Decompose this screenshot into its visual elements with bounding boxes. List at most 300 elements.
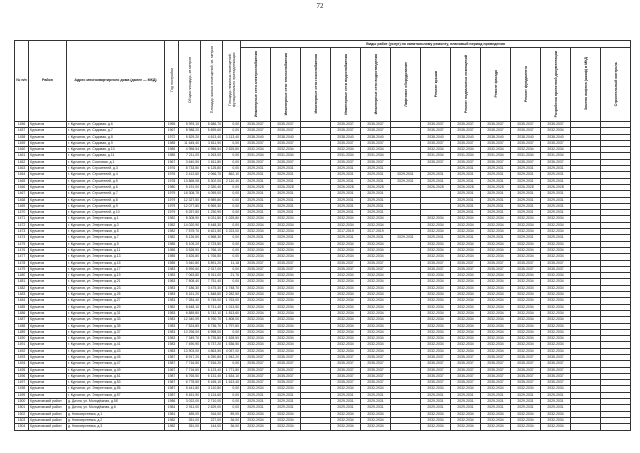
table-cell: 6 998,00 <box>201 329 223 335</box>
table-cell: 2032-2034 <box>271 147 301 153</box>
table-cell: 2032-2034 <box>421 323 451 329</box>
table-cell: 2029-2031 <box>421 178 451 184</box>
table-cell: 1983 <box>165 348 179 354</box>
table-cell: 36,00 <box>223 424 241 430</box>
col-header-work: Инженерные сети электроснабжения <box>241 48 271 122</box>
table-cell: 2035-2037 <box>511 159 541 165</box>
table-cell: 2035-2037 <box>331 354 361 360</box>
table-cell: 2035-2037 <box>241 367 271 373</box>
table-cell: 2032-2034 <box>331 279 361 285</box>
table-cell: 1475 <box>15 241 29 247</box>
table-cell: 2032-2034 <box>271 273 301 279</box>
table-cell: 2029-2031 <box>391 235 421 241</box>
table-cell: 1499 <box>15 392 29 398</box>
col-header-work: Инженерные сети водоснабжения <box>331 48 361 122</box>
table-cell: 2029-2031 <box>331 197 361 203</box>
table-cell: 2 629,00 <box>201 405 223 411</box>
table-cell: 1982 <box>165 417 179 423</box>
table-cell: 2032-2034 <box>511 273 541 279</box>
table-cell: 2035-2037 <box>241 260 271 266</box>
table-cell: 2032-2034 <box>361 273 391 279</box>
table-cell: 2032-2034 <box>421 317 451 323</box>
table-cell: 351,00 <box>179 417 201 423</box>
table-cell: 2032-2034 <box>331 304 361 310</box>
table-cell: г. Курчатов, ул. Энергетиков, д.51 <box>67 373 165 379</box>
table-cell: 2032-2034 <box>481 216 511 222</box>
table-cell: 2032-2034 <box>541 342 571 348</box>
table-cell: 0,00 <box>223 222 241 228</box>
table-cell: 2029-2031 <box>421 399 451 405</box>
table-cell: 2032-2034 <box>481 222 511 228</box>
table-cell: 2026-2028 <box>481 184 511 190</box>
table-cell: Курчатов <box>29 159 67 165</box>
table-cell: 2032-2034 <box>541 348 571 354</box>
col-header-work: Лифтовое оборудование <box>391 48 421 122</box>
table-cell: г. Курчатов, ул. Энергетиков, д.17 <box>67 266 165 272</box>
table-cell: 2032-2034 <box>451 323 481 329</box>
table-cell: 1469 <box>15 203 29 209</box>
table-cell: Курчатов <box>29 367 67 373</box>
table-cell: 2035-2037 <box>421 260 451 266</box>
table-cell: 5 165,10 <box>201 380 223 386</box>
table-cell: 2032-2034 <box>481 285 511 291</box>
table-cell: 2029-2031 <box>511 191 541 197</box>
table-cell: 2032-2034 <box>451 304 481 310</box>
table-cell: 2035-2037 <box>481 266 511 272</box>
table-cell: 2032-2034 <box>481 247 511 253</box>
table-cell: 2032-2034 <box>511 216 541 222</box>
table-cell: 2032-2034 <box>481 336 511 342</box>
table-cell: 1983 <box>165 310 179 316</box>
table-cell: 1982 <box>165 216 179 222</box>
table-cell: 8 648,10 <box>179 304 201 310</box>
table-cell: г. Курчатов, ул. Энергетиков, д.5 <box>67 229 165 235</box>
col-header-work: Ремонт фундамента <box>511 48 541 122</box>
table-cell: 21,76 <box>223 273 241 279</box>
table-cell: 2031-2034 <box>241 153 271 159</box>
table-cell: 18 308,75 <box>179 191 201 197</box>
table-cell: 0,00 <box>223 247 241 253</box>
table-cell: 2032-2034 <box>331 310 361 316</box>
table-cell: 2032-2034 <box>271 317 301 323</box>
table-cell: 2029-2031 <box>541 166 571 172</box>
table-cell: 1 797,80 <box>223 323 241 329</box>
table-cell: 0,00 <box>223 392 241 398</box>
table-cell: Курчатов <box>29 241 67 247</box>
table-cell: 2026-2028 <box>421 184 451 190</box>
table-cell: 2029-2031 <box>331 399 361 405</box>
table-cell: 2032-2034 <box>271 348 301 354</box>
table-cell: 2035-2037 <box>481 128 511 134</box>
table-cell: г. Курчатов, ул. Садовая, д.7 <box>67 128 165 134</box>
table-cell: 2035-2037 <box>541 354 571 360</box>
table-cell: 2032-2034 <box>421 298 451 304</box>
table-cell: 1456 <box>15 122 29 128</box>
table-cell: 5 989,80 <box>201 197 223 203</box>
table-cell: 2035-2037 <box>331 260 361 266</box>
table-cell: 2029-2031 <box>541 392 571 398</box>
table-cell: г. Курчатов, ул. Строителей, д.10 <box>67 210 165 216</box>
table-cell: 2032-2034 <box>511 348 541 354</box>
table-cell: 3 811,90 <box>201 140 223 146</box>
table-cell: 0,00 <box>223 254 241 260</box>
table-cell: 2029-2031 <box>241 197 271 203</box>
table-cell: 2032-2034 <box>241 285 271 291</box>
table-cell: г. Курчатов, ул. Энергетиков, д.57 <box>67 392 165 398</box>
table-cell: Курчатов <box>29 273 67 279</box>
table-cell: 2029-2031 <box>451 399 481 405</box>
table-cell: 2035-2037 <box>331 367 361 373</box>
table-cell: 2031-2034 <box>421 153 451 159</box>
table-cell: 862,10 <box>223 172 241 178</box>
table-cell: 2029-2031 <box>361 210 391 216</box>
table-cell: 2029-2031 <box>271 172 301 178</box>
table-cell: 2032-2034 <box>361 254 391 260</box>
table-cell: 2026-2028 <box>271 184 301 190</box>
table-cell: 2032-2034 <box>511 323 541 329</box>
table-cell: Курчатов <box>29 348 67 354</box>
table-cell: 1987 <box>165 392 179 398</box>
table-cell: 2029-2031 <box>241 166 271 172</box>
table-cell: 2032-2034 <box>451 310 481 316</box>
table-cell: 2029-2031 <box>271 399 301 405</box>
table-cell: 2038-2040 <box>511 134 541 140</box>
table-cell: 2029-2031 <box>241 178 271 184</box>
table-cell: 2035-2037 <box>451 266 481 272</box>
table-cell: 2035-2037 <box>541 361 571 367</box>
table-cell: Курчатовский район <box>29 405 67 411</box>
table-cell: 1 813,60 <box>223 310 241 316</box>
table-cell: г. Курчатов, ул. Строителей, д.6 <box>67 184 165 190</box>
col-header-work: Строительный контроль <box>601 48 631 122</box>
table-cell: 2032-2034 <box>421 222 451 228</box>
table-cell: 2029-2031 <box>271 178 301 184</box>
table-cell: 2032-2034 <box>241 241 271 247</box>
col-header-work: Инженерные сети водоотведения <box>361 48 391 122</box>
table-cell: 2032-2034 <box>361 285 391 291</box>
table-cell: 2032-2034 <box>481 292 511 298</box>
table-cell: 2032-2034 <box>331 273 361 279</box>
table-cell: 7 490,90 <box>179 342 201 348</box>
table-cell: 2032-2034 <box>541 247 571 253</box>
table-cell: 1477 <box>15 254 29 260</box>
table-cell: 2029-2031 <box>361 191 391 197</box>
table-cell: 2029-2031 <box>511 166 541 172</box>
table-cell: 2035-2037 <box>481 361 511 367</box>
table-cell: 2032-2034 <box>511 247 541 253</box>
table-cell: 2032-2034 <box>331 323 361 329</box>
table-cell: 0,00 <box>223 128 241 134</box>
table-cell: 2032-2034 <box>481 342 511 348</box>
table-cell: 2032-2034 <box>541 298 571 304</box>
table-cell: 2031-2034 <box>331 153 361 159</box>
table-cell: 1978 <box>165 178 179 184</box>
table-cell: Курчатов <box>29 298 67 304</box>
table-cell: 2029-2031 <box>271 197 301 203</box>
table-cell: 13 903,00 <box>179 348 201 354</box>
table-cell: 2035-2037 <box>271 367 301 373</box>
table-cell: д. Дичня, ул. Молодёжная, д.5б <box>67 399 165 405</box>
col-header-number: № п/п <box>15 41 29 122</box>
table-cell: 3 540,80 <box>179 260 201 266</box>
table-cell: 1983 <box>165 317 179 323</box>
table-cell: 6 031,80 <box>201 216 223 222</box>
table-cell: 2029-2031 <box>421 392 451 398</box>
table-cell: 2035-2037 <box>241 159 271 165</box>
table-cell: 2032-2034 <box>541 229 571 235</box>
table-cell: 2029-2031 <box>451 172 481 178</box>
table-cell: г. Курчатов, ул. Энергетиков, д.53 <box>67 380 165 386</box>
table-cell: 2035-2037 <box>541 260 571 266</box>
table-cell: 2038-2040 <box>421 134 451 140</box>
table-cell: 5 126,50 <box>179 235 201 241</box>
table-cell: 1 848,80 <box>201 292 223 298</box>
table-cell: 2032-2034 <box>361 247 391 253</box>
table-cell: 2029-2031 <box>481 210 511 216</box>
table-cell: 2032-2034 <box>541 241 571 247</box>
table-cell: Курчатов <box>29 285 67 291</box>
table-cell: 2032-2034 <box>421 241 451 247</box>
table-cell: 2032-2034 <box>361 424 391 430</box>
table-cell: 1502 <box>15 411 29 417</box>
table-cell: 2035-2037 <box>541 159 571 165</box>
table-cell: Курчатов <box>29 254 67 260</box>
table-cell: 2032-2034 <box>451 285 481 291</box>
table-cell: 2035-2037 <box>481 260 511 266</box>
table-cell: 1985 <box>165 254 179 260</box>
table-cell: Курчатов <box>29 229 67 235</box>
col-header-address: Адрес многоквартирного дома (далее — МКД) <box>67 41 165 122</box>
table-cell: 2029-2031 <box>481 203 511 209</box>
table-cell: 351,00 <box>179 424 201 430</box>
table-cell: 2032-2034 <box>271 298 301 304</box>
table-cell: 2029-2031 <box>511 210 541 216</box>
table-cell: Курчатов <box>29 184 67 190</box>
col-header-works-group: Виды работ (услуг) по капитальному ремонту, плановый период проведения <box>241 41 631 48</box>
table-cell: Курчатов <box>29 128 67 134</box>
table-cell: 1471 <box>15 216 29 222</box>
table-cell: 2035-2037 <box>331 140 361 146</box>
capital-repair-table <box>14 40 631 431</box>
table-cell: 2032-2034 <box>481 229 511 235</box>
table-cell: 2032-2034 <box>511 424 541 430</box>
table-cell: 2029-2031 <box>541 178 571 184</box>
table-cell: 2035-2037 <box>241 122 271 128</box>
table-cell: 2029-2031 <box>541 197 571 203</box>
table-cell: 2029-2031 <box>541 191 571 197</box>
table-cell: 2035-2037 <box>331 128 361 134</box>
table-cell: 2032-2034 <box>271 342 301 348</box>
col-header-district: Район <box>29 41 67 122</box>
table-cell: 5 742,10 <box>201 310 223 316</box>
table-cell: 2 066,70 <box>201 172 223 178</box>
table-cell: 2035-2037 <box>451 159 481 165</box>
table-cell: 2029-2031 <box>421 172 451 178</box>
table-cell: 2035-2037 <box>361 122 391 128</box>
table-cell: 1473 <box>15 229 29 235</box>
table-cell: 2029-2031 <box>391 172 421 178</box>
table-cell: 2032-2034 <box>541 222 571 228</box>
table-cell: 1980 <box>165 184 179 190</box>
table-cell: 2035-2037 <box>451 373 481 379</box>
table-cell: 2032-2034 <box>361 336 391 342</box>
table-cell: 2035-2037 <box>241 354 271 360</box>
table-cell: 7 716,60 <box>179 367 201 373</box>
table-cell: 2035-2037 <box>271 122 301 128</box>
table-cell: 2032-2034 <box>541 279 571 285</box>
table-cell: 2035-2037 <box>271 140 301 146</box>
table-cell: 2035-2037 <box>421 128 451 134</box>
table-cell: 0,00 <box>223 405 241 411</box>
table-cell: 2029-2031 <box>541 235 571 241</box>
table-cell: 1466 <box>15 184 29 190</box>
table-cell: 2032-2034 <box>241 222 271 228</box>
table-cell: 1 025,80 <box>223 216 241 222</box>
table-cell: 2038-2040 <box>241 134 271 140</box>
table-cell: 4 613,40 <box>201 134 223 140</box>
table-cell: 1985 <box>165 241 179 247</box>
table-cell: 1497 <box>15 380 29 386</box>
table-cell: 2035-2037 <box>361 159 391 165</box>
table-cell: 2035-2037 <box>361 354 391 360</box>
table-cell: 1985 <box>165 153 179 159</box>
table-cell: 1 230,90 <box>201 210 223 216</box>
table-cell: 12 340,09 <box>179 317 201 323</box>
table-cell: 1976 <box>165 172 179 178</box>
table-cell: 2035-2037 <box>481 159 511 165</box>
table-cell: 2029-2031 <box>511 392 541 398</box>
table-cell: 5 741,40 <box>201 304 223 310</box>
table-cell: 3 110,80 <box>201 386 223 392</box>
table-cell: 2029-2031 <box>331 210 361 216</box>
table-cell: 2032-2034 <box>511 298 541 304</box>
table-cell: 2032-2034 <box>271 292 301 298</box>
table-cell: 2032-2034 <box>451 317 481 323</box>
table-cell: 2032-2034 <box>541 285 571 291</box>
table-cell: 2035-2037 <box>421 354 451 360</box>
table-cell: 2032-2034 <box>541 411 571 417</box>
table-cell: 2035-2037 <box>421 266 451 272</box>
table-cell: 2026-2028 <box>511 184 541 190</box>
table-cell: 2035-2037 <box>481 373 511 379</box>
table-cell: 2032-2034 <box>241 411 271 417</box>
table-cell: 485,00 <box>179 411 201 417</box>
table-cell: 2032-2034 <box>511 292 541 298</box>
table-cell: 2029-2031 <box>331 203 361 209</box>
table-cell: 1 748,70 <box>223 285 241 291</box>
table-cell: 2032-2034 <box>361 317 391 323</box>
table-cell: 1 808,00 <box>223 317 241 323</box>
table-cell: 1 763,00 <box>223 298 241 304</box>
table-cell: Курчатов <box>29 222 67 228</box>
table-cell: 0,00 <box>223 279 241 285</box>
table-cell: 1983 <box>165 323 179 329</box>
table-cell: 1504 <box>15 424 29 430</box>
table-cell: 2035-2037 <box>421 367 451 373</box>
table-cell: 2032-2034 <box>331 298 361 304</box>
table-cell: 2029-2031 <box>511 172 541 178</box>
table-cell: 2032-2034 <box>271 241 301 247</box>
table-cell: 2029-2031 <box>271 392 301 398</box>
table-cell: 14 020,90 <box>179 222 201 228</box>
table-cell: 3 528,90 <box>179 247 201 253</box>
table-cell: г. Курчатов, ул. Энергетиков, д.43 <box>67 348 165 354</box>
table-cell: 2029-2031 <box>421 235 451 241</box>
table-cell: 2032-2034 <box>451 273 481 279</box>
table-cell: 7 349,70 <box>179 336 201 342</box>
table-cell: 2035-2037 <box>331 266 361 272</box>
table-cell: 2032-2034 <box>511 411 541 417</box>
table-cell: 2032-2034 <box>481 329 511 335</box>
table-cell: г. Курчатов, ул. Энергетиков, д.37 <box>67 329 165 335</box>
table-cell: 2032-2034 <box>241 323 271 329</box>
table-cell: 0,00 <box>223 386 241 392</box>
table-cell: 2032-2034 <box>361 147 391 153</box>
table-cell: г. Курчатов, ул. Энергетиков, д.39 <box>67 336 165 342</box>
table-cell: 2032-2034 <box>361 411 391 417</box>
table-cell: 2029-2031 <box>451 392 481 398</box>
table-cell: г. Курчатов, ул. Энергетиков, д.29 <box>67 304 165 310</box>
table-cell: 2035-2037 <box>451 354 481 360</box>
table-cell: г. Курчатов, ул. Энергетиков, д.21 <box>67 279 165 285</box>
table-cell: 2032-2034 <box>451 292 481 298</box>
table-cell: 6 123,40 <box>201 367 223 373</box>
table-cell: 1 013,50 <box>223 304 241 310</box>
table-cell: 2032-2034 <box>361 386 391 392</box>
table-cell: 1984 <box>165 405 179 411</box>
table-cell: 2029-2031 <box>511 399 541 405</box>
table-cell: 2032-2034 <box>271 329 301 335</box>
table-cell: Курчатовский район <box>29 399 67 405</box>
table-cell: 2032-2034 <box>481 273 511 279</box>
table-cell: г. Курчатов, ул. Садовая, д.6 <box>67 122 165 128</box>
table-cell: 5 451,90 <box>179 392 201 398</box>
table-cell: 2032-2034 <box>271 336 301 342</box>
table-cell: 2032-2034 <box>481 386 511 392</box>
table-cell: 2032-2034 <box>541 216 571 222</box>
table-cell: 2032-2034 <box>331 424 361 430</box>
table-cell: 2029-2031 <box>481 172 511 178</box>
table-cell: 1983 <box>165 266 179 272</box>
table-cell: 2032-2034 <box>361 342 391 348</box>
table-cell: 2035-2037 <box>481 380 511 386</box>
table-cell: 2032-2034 <box>421 229 451 235</box>
table-cell: 2029-2031 <box>361 172 391 178</box>
col-header-area-nonliving: Площадь нежилых помещений, функционально принадлежащих <box>223 41 241 122</box>
table-cell: 2035-2037 <box>451 122 481 128</box>
table-cell: 1983 <box>165 329 179 335</box>
table-cell: 0,00 <box>223 166 241 172</box>
table-cell: 1983 <box>165 279 179 285</box>
table-cell: 2032-2034 <box>511 222 541 228</box>
table-cell: 2029-2031 <box>481 197 511 203</box>
table-cell: 1983 <box>165 298 179 304</box>
table-cell: 0,00 <box>223 266 241 272</box>
table-cell: Курчатов <box>29 266 67 272</box>
table-cell: 1486 <box>15 310 29 316</box>
table-cell: 2035-2037 <box>511 354 541 360</box>
table-cell: 2 317,00 <box>201 266 223 272</box>
table-cell: 2029-2031 <box>541 172 571 178</box>
table-cell: 1501 <box>15 405 29 411</box>
table-cell: 2029-2031 <box>361 197 391 203</box>
table-cell: 2035-2037 <box>361 140 391 146</box>
table-cell: 2031-2034 <box>481 153 511 159</box>
table-cell: 1489 <box>15 329 29 335</box>
table-cell: 2032-2034 <box>481 417 511 423</box>
table-cell: 2035-2037 <box>511 122 541 128</box>
table-cell: 2035-2037 <box>331 159 361 165</box>
